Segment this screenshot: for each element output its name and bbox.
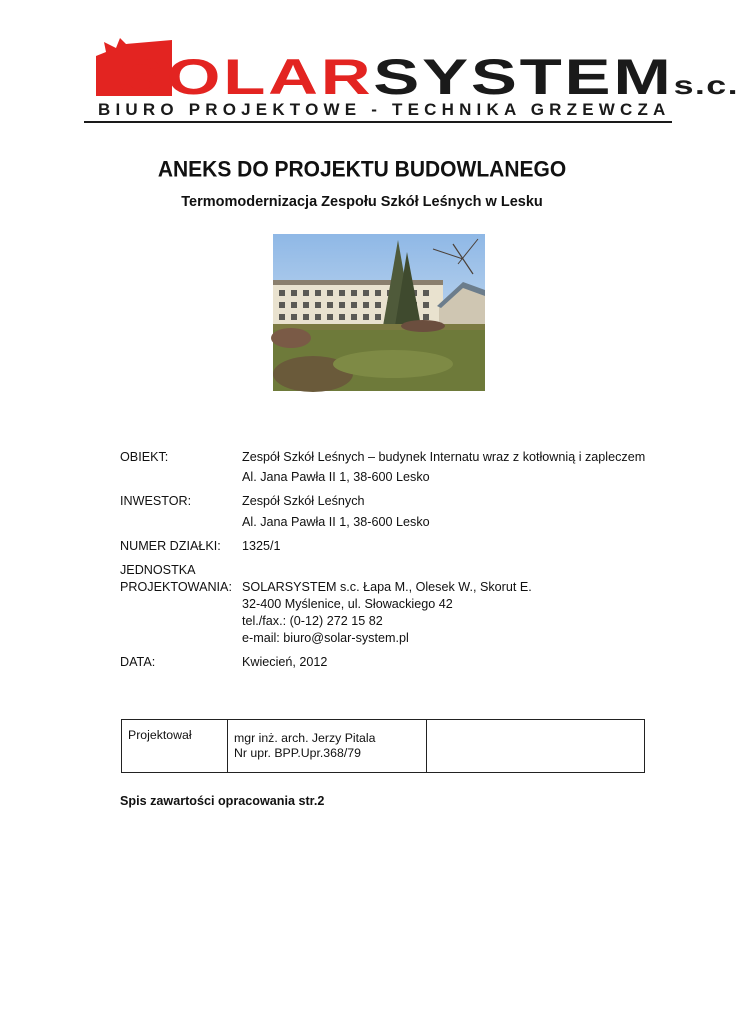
inwestor-label: INWESTOR: (120, 494, 192, 508)
obiekt-line-1: Zespół Szkół Leśnych – budynek Internatu wraz z kotłownią i zapleczem (242, 450, 646, 464)
jednostka-line-3: tel./fax.: (0-12) 272 15 82 (242, 614, 383, 628)
jednostka-line-4: e-mail: biuro@solar-system.pl (242, 631, 409, 645)
data-label: DATA: (120, 655, 156, 669)
obiekt-label: OBIEKT: (120, 450, 169, 464)
role-text: Projektował (128, 728, 192, 742)
signature-cell (427, 720, 645, 773)
jednostka-label-2: PROJEKTOWANIA: (120, 580, 232, 594)
jednostka-line-1: SOLARSYSTEM s.c. Łapa M., Olesek W., Skorut E. (242, 580, 532, 594)
role-cell (122, 720, 228, 773)
signature-table (121, 719, 645, 773)
jednostka-line-2: 32-400 Myślenice, ul. Słowackiego 42 (242, 597, 453, 611)
dzialka-value: 1325/1 (242, 539, 281, 553)
inwestor-line-2: Al. Jana Pawła II 1, 38-600 Lesko (242, 515, 430, 529)
logo-system-text: SYSTEM (373, 49, 674, 105)
building-photo (273, 234, 485, 391)
document-title: ANEKS DO PROJEKTU BUDOWLANEGO (157, 157, 567, 182)
dzialka-label: NUMER DZIAŁKI: (120, 539, 221, 553)
header-divider (84, 121, 672, 123)
obiekt-line-2: Al. Jana Pawła II 1, 38-600 Lesko (242, 470, 430, 484)
logo-sc-text: s.c. (673, 70, 739, 100)
designer-cell (228, 720, 427, 773)
designer-name: mgr inż. arch. Jerzy Pitala (234, 731, 376, 745)
designer-license: Nr upr. BPP.Upr.368/79 (234, 746, 361, 760)
toc-note: Spis zawartości opracowania str.2 (120, 794, 325, 808)
logo-solar-text: SOLAR (118, 49, 374, 105)
company-tagline: BIURO PROJEKTOWE - TECHNIKA GRZEWCZA (98, 100, 671, 119)
jednostka-label-1: JEDNOSTKA (120, 563, 196, 577)
document-subtitle: Termomodernizacja Zespołu Szkół Leśnych w Lesku (181, 194, 543, 210)
inwestor-line-1: Zespół Szkół Leśnych (242, 494, 365, 508)
data-value: Kwiecień, 2012 (242, 655, 328, 669)
